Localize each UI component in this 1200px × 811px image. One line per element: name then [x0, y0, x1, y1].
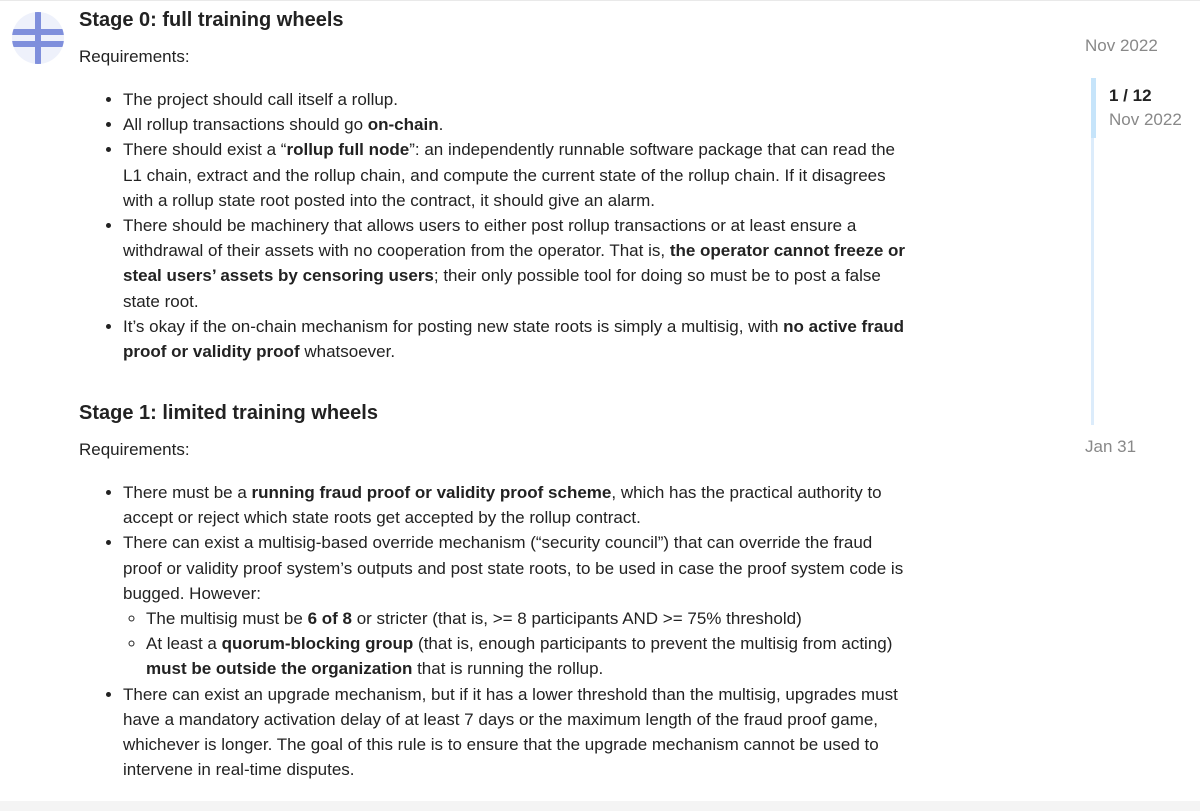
stage1-heading: Stage 1: limited training wheels [79, 402, 378, 424]
sub-list-item: ◦ At least a quorum-blocking group (that is, enough participants to prevent the multisig from acting) must be outside the organization that is running the rollup. [146, 631, 913, 681]
stage0-heading: Stage 0: full training wheels [79, 9, 344, 31]
avatar-cross-top-bar [12, 29, 64, 35]
list-item: • The project should call itself a rollup. [123, 87, 913, 112]
user-avatar-icon[interactable] [12, 12, 64, 64]
stage0-requirements-label: Requirements: [79, 47, 190, 66]
bottom-strip [0, 801, 1200, 811]
list-item: • All rollup transactions should go on-chain. [123, 112, 913, 137]
stage1-requirements-list [79, 480, 913, 782]
timeline-start-date[interactable]: Nov 2022 [1085, 36, 1158, 55]
timeline-end-date[interactable]: Jan 31 [1085, 437, 1137, 456]
sub-list-item: ◦ The multisig must be 6 of 8 or stricter (that is, >= 8 participants AND >= 75% threshold) [146, 606, 913, 631]
list-item: • There should be machinery that allows users to either post rollup transactions or at least ensure a withdrawal of their assets with no cooperation from the operator. That is, the operator cannot freeze or steal users’ assets by censoring users; their only possible tool for doing so must be to post a false state root. [123, 213, 913, 314]
avatar-cross-vertical [35, 12, 41, 64]
stage0-requirements-list [79, 87, 913, 364]
timeline-post-position: 1 / 12 [1109, 86, 1152, 105]
list-item: • There must be a running fraud proof or validity proof scheme, which has the practical authority to accept or reject which state roots get accepted by the rollup contract. [123, 480, 913, 530]
topic-timeline [1085, 0, 1200, 811]
top-divider [0, 0, 1200, 1]
timeline-scroll-handle[interactable] [1091, 78, 1096, 138]
timeline-current-date: Nov 2022 [1109, 110, 1182, 129]
security-council-sublist [123, 606, 913, 682]
stage1-requirements-label: Requirements: [79, 440, 190, 459]
avatar-cross-bottom-bar [12, 41, 64, 47]
list-item: • There should exist a “rollup full node”: an independently runnable software package that can read the L1 chain, extract and the rollup chain, and compute the current state of the rollup chain. If it disagrees with a rollup state root posted into the contract, it should give an alarm. [123, 137, 913, 213]
list-item: • It’s okay if the on-chain mechanism for posting new state roots is simply a multisig, with no active fraud proof or validity proof whatsoever. [123, 314, 913, 364]
list-item: • There can exist an upgrade mechanism, but if it has a lower threshold than the multisig, upgrades must have a mandatory activation delay of at least 7 days or the maximum length of the fraud proof game, whichever is longer. The goal of this rule is to ensure that the upgrade mechanism cannot be used to intervene in real-time disputes. [123, 682, 913, 783]
list-item: • There can exist a multisig-based override mechanism (“security council”) that can override the fraud proof or validity proof system’s outputs and post state roots, to be used in case the proof system code is bugged. However: ◦ The multisig must be 6 of 8 or stricter (that is, >= 8 participants AND >= 75% threshold) ◦ At least a quorum-blocking group (that is, enough participants to prevent the multisig from acting) must be outside the organization that is running the rollup. [123, 530, 913, 681]
